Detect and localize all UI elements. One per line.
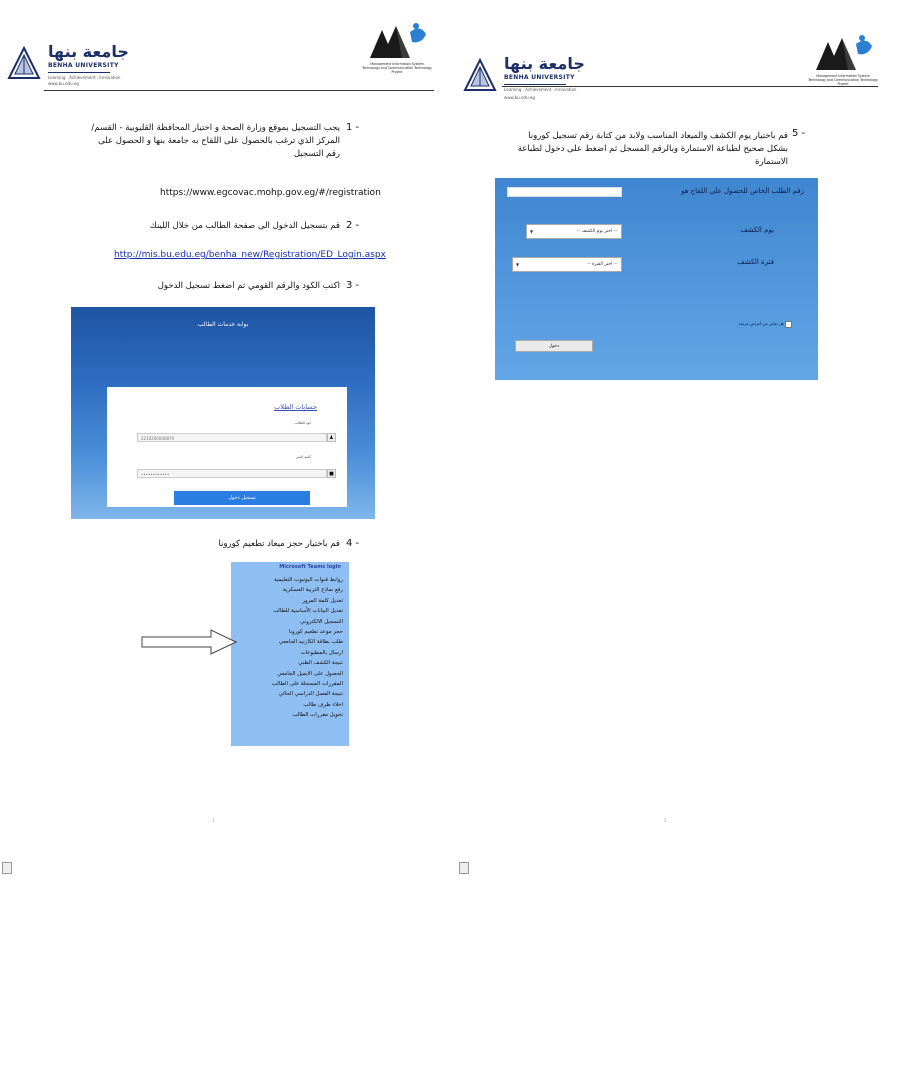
university-name-arabic: جامعة بنها [48,42,129,61]
menu-item[interactable]: نتيجة الفصل الدراسي الحالي [278,691,343,698]
step-number: 3 - [346,280,360,291]
registration-number-input[interactable] [507,187,622,197]
submit-button[interactable]: دخول [515,340,593,352]
header-divider [44,90,434,91]
login-card [107,387,347,507]
university-name-arabic: جامعة بنها [504,54,585,73]
document-icon [459,862,469,874]
menu-item[interactable]: الحصول على الايميل الجامعي [277,670,343,677]
menu-item-covid-booking[interactable]: حجز موعد تطعيم كورونا [288,629,343,636]
student-code-label: كود الطالب [294,421,311,425]
menu-item[interactable]: تعديل كلمة المرور [302,597,343,604]
menu-item[interactable]: التسجيل الالكتروني [300,618,343,625]
document-page-1 [0,0,448,900]
chronic-disease-label: هل تعاني من أمراض مزمنة [738,321,784,326]
chronic-disease-checkbox[interactable] [785,321,792,328]
step-number: 1 - [346,122,360,133]
login-card-heading: حسابات الطلاب [274,403,317,411]
menu-item[interactable]: روابط قنوات اليوتيوب التعليمية [274,577,343,583]
password-label: كلمة السر [296,455,311,459]
benha-university-seal-icon [6,46,42,82]
menu-item[interactable]: اخلاء طرف طالب [303,701,343,708]
university-motto: Learning . Achievement . Innovation [504,87,577,92]
lock-icon: ■ [327,469,336,478]
menu-item[interactable]: نتيجة الكشف الطبي [298,660,343,667]
step-1-text: يجب التسجيل بموقع وزارة الصحة و اختيار المحافظة القليوبية - القسم/المركز الذي ترغب بالحصول على اللقاح به جامعة بنها و الحصول على رقم التسجيل [91,123,340,159]
page-number: 1 [212,818,215,823]
student-code-input[interactable]: 2210200000879 [137,433,327,442]
mis-logo-icon [812,30,874,74]
university-website: www.bu.edu.eg [504,95,535,100]
menu-item[interactable]: تحويل مقررات الطالب [292,712,343,719]
chevron-down-icon: ▼ [530,229,534,234]
university-motto: Learning . Achievement . Innovation [48,75,121,80]
menu-item[interactable]: ارسال بالمطبوعات [300,649,343,656]
login-button[interactable]: تسجيل دخول [174,491,310,505]
exam-period-label: فترة الكشف [737,258,774,266]
step-number: 4 - [346,538,360,549]
exam-period-select[interactable]: -- اختر الفترة -- ▼ [512,257,622,272]
password-input[interactable]: •••••••••••• [137,469,327,478]
portal-title: بوابة خدمات الطالب [197,321,249,328]
registration-number-label: رقم الطلب الخاص للحصول على اللقاح هو [681,187,804,195]
step-4-text: قم باختيار حجز ميعاد تطعيم كورونا [218,539,340,549]
page-header [452,40,900,110]
menu-item[interactable]: المقررات المسجلة على الطالب [271,681,343,688]
header-divider [502,86,878,87]
student-menu [231,575,349,721]
login-page-link[interactable]: http://mis.bu.edu.eg/benha_new/Registration/ED_Login.aspx [114,250,386,260]
page-number: 2 [664,818,667,823]
university-name-english: BENHA UNIVERSITY [48,62,119,69]
benha-university-seal-icon [462,58,498,94]
login-screenshot [71,307,375,519]
mis-logo-icon [366,18,428,62]
mis-caption: Management Information System Technology and Communication Technology Project [362,62,432,74]
step-number: 2 - [346,220,360,231]
mis-caption: Management Information System Technology and Communication Technology Project [808,74,878,86]
page-header [0,40,448,110]
student-menu-screenshot [231,562,349,746]
user-icon: ♟ [327,433,336,442]
document-icon [2,862,12,874]
university-website: www.bu.edu.eg [48,81,79,86]
step-number: 5 - [792,128,806,139]
right-arrow-icon [141,629,237,655]
exam-day-label: يوم الكشف [740,226,774,234]
step-2-text: قم بتسجيل الدخول الى صفحة الطالب من خلال اللينك [149,221,340,231]
registration-url[interactable]: https://www.egcovac.mohp.gov.eg/#/registration [160,188,381,198]
logo-rule [48,72,110,73]
chevron-down-icon: ▼ [516,262,520,267]
teams-login-link[interactable]: Microsoft Teams login [279,564,341,570]
menu-item[interactable]: تعديل البيانات الأساسية للطالب [272,608,343,615]
exam-day-select[interactable]: -- اختر يوم الكشف -- ▼ [526,224,622,239]
step-5-text: قم باختيار يوم الكشف والميعاد المناسب ولابد من كتابة رقم تسجيل كورونا بشكل صحيح لطباعة الاستمارة وبالرقم المسجل ثم اضغط على دخول لطباعة الاستمارة [517,131,788,167]
menu-item[interactable]: رفع نماذج التربية العسكرية [283,587,343,594]
logo-rule [504,84,566,85]
university-name-english: BENHA UNIVERSITY [504,74,575,81]
menu-item[interactable]: طلب بطاقة الكارنيه الجامعي [278,639,343,646]
step-3-text: اكتب الكود والرقم القومي ثم اضغط تسجيل الدخول [157,281,340,291]
document-page-2 [452,0,900,900]
